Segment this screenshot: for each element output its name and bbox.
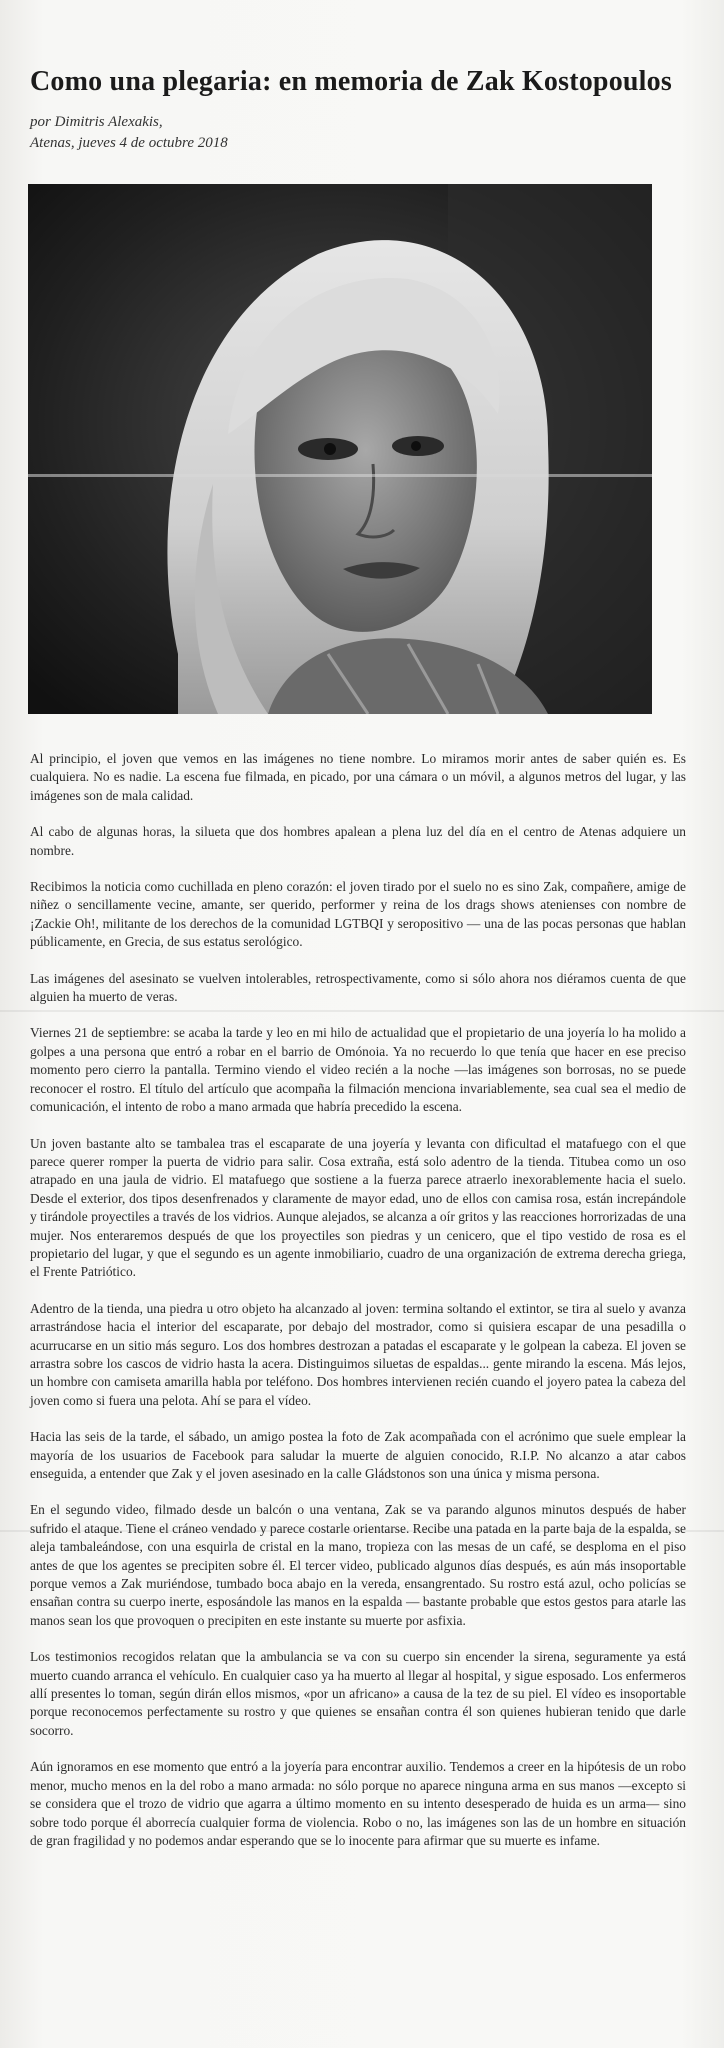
byline xyxy=(30,112,430,154)
portrait-photo xyxy=(28,184,652,714)
article-paragraph: Los testimonios recogidos relatan que la ambulancia se va con su cuerpo sin encender la sirena, seguramente ya está muerto cuando arranca el vehículo. En cualquier caso ya ha muerto al llegar al hospital, y sigue esposado. Los enfermeros allí presentes lo toman, según dirán ellos mismos, «por un africano» a causa de la tez de su piel. El vídeo es insoportable porque reconocemos perfectamente su rostro y que quienes se ensañan contra él son quienes hubieran tenido que darle socorro. xyxy=(30,1649,686,1738)
article-title: Como una plegaria: en memoria de Zak Kostopoulos xyxy=(30,66,672,97)
article-paragraph: Las imágenes del asesinato se vuelven intolerables, retrospectivamente, como si sólo ahora nos diéramos cuenta de que alguien ha muerto de veras. xyxy=(30,970,686,1005)
byline-place-date: Atenas, jueves 4 de octubre 2018 xyxy=(30,135,228,151)
article-paragraph: Al principio, el joven que vemos en las imágenes no tiene nombre. Lo miramos morir antes de saber quién es. Es cualquiera. No es nadie. La escena fue filmada, en picado, por una cámara o un móvil, a algunos metros del lugar, y las imágenes son de mala calidad. xyxy=(30,751,686,803)
article-paragraph: Un joven bastante alto se tambalea tras el escaparate de una joyería y levanta con dificultad el matafuego con el que parece querer romper la puerta de vidrio para salir. Cosa extraña, está solo adentro de la tienda. Titubea como un oso atrapado en una jaula de vidrio. El matafuego que sostiene a la fuerza parece atraerlo inexorablemente hacia el suelo. Desde el exterior, dos tipos desenfrenados y claramente de mayor edad, uno de ellos con camisa rosa, están increpándole y tirándole proyectiles a través de los vidrios. Aunque alejados, se alcanza a oír gritos y las reacciones horrorizadas de una mujer. Nos enteraremos después de que los proyectiles son piedras y un cenicero, que el tipo vestido de rosa es el propietario del lugar, y que el segundo es un agente inmobiliario, cuadro de una organización de extrema derecha griega, el Frente Patriótico. xyxy=(30,1135,686,1280)
article-paragraph: Al cabo de algunas horas, la silueta que dos hombres apalean a plena luz del día en el centro de Atenas adquiere un nombre. xyxy=(30,824,686,858)
article-paragraph: Viernes 21 de septiembre: se acaba la tarde y leo en mi hilo de actualidad que el propietario de una joyería lo ha molido a golpes a una persona que entró a robar en el barrio de Omónoia. Ya no recuerdo lo que tenía que hacer en ese preciso momento pero cierro la pantalla. Termino viendo el video recién a la noche —las imágenes son borrosas, no se puede reconocer el rostro. El título del artículo que acompaña la filmación menciona invariablemente, sea cual sea el medio de comunicación, el intento de robo a mano armada que habría precedido la escena. xyxy=(30,1025,686,1115)
article-body xyxy=(30,750,686,1868)
article-paragraph: Recibimos la noticia como cuchillada en pleno corazón: el joven tirado por el suelo no es sino Zak, compañere, amige de niñez o sencillamente vecine, amante, ser querido, performer y reina de los drags shows atenienses con nombre de ¡Zackie Oh!, militante de los derechos de la comunidad LGTBQI y seropositivo — una de las pocas personas que hablan públicamente, en Grecia, de sus estatus serológico. xyxy=(30,879,686,950)
article-paragraph: En el segundo video, filmado desde un balcón o una ventana, Zak se va parando algunos minutos después de haber sufrido el ataque. Tiene el cráneo vendado y parece costarle orientarse. Recibe una patada en la parte baja de la espalda, se aleja tambaleándose, con una esquirla de cristal en la mano, tropieza con las mesas de un café, se desploma en el piso antes de que los agentes se precipiten sobre él. El tercer video, publicado algunos días después, es aún más insoportable porque vemos a Zak muriéndose, tumbado boca abajo en la vereda, ensangrentado. Su rostro está azul, ocho policías se ensañan contra su cuerpo inerte, esposándole las manos en la espalda — bastante probable que estos gestos para atarle las manos sean los que provoquen o precipiten en este instante su muerte por asfixia. xyxy=(30,1502,686,1628)
portrait-photo-illustration xyxy=(28,184,652,714)
byline-author: por Dimitris Alexakis, xyxy=(30,114,163,130)
article-paragraph: Hacia las seis de la tarde, el sábado, un amigo postea la foto de Zak acompañada con el acrónimo que suele emplear la mayoría de los usuarios de Facebook para saludar la muerte de alguien conocido, R.I.P. No alcanzo a atar cabos enseguida, a entender que Zak y el joven asesinado en la calle Gládstonos son una única y misma persona. xyxy=(30,1429,686,1481)
article-paragraph: Aún ignoramos en ese momento que entró a la joyería para encontrar auxilio. Tendemos a creer en la hipótesis de un robo menor, mucho menos en la del robo a mano armada: no sólo porque no aparece ninguna arma en sus manos —excepto si se considera que el trozo de vidrio que agarra a último momento en su intento desesperado de huida es un arma— sino sobre todo porque él aborrecía cualquier forma de violencia. Robo o no, las imágenes son las de un hombre en situación de gran fragilidad y no podemos andar esperando que se lo inocente para afirmar que su muerte es infame. xyxy=(30,1759,686,1848)
article-paragraph: Adentro de la tienda, una piedra u otro objeto ha alcanzado al joven: termina soltando el extintor, se tira al suelo y avanza arrastrándose hacia el interior del escaparate, por debajo del mostrador, como si quisiera escapar de una pesadilla o acurrucarse en un sitio más seguro. Los dos hombres destrozan a patadas el escaparate y le golpean la cabeza. El joven se arrastra sobre los cascos de vidrio hasta la acera. Distinguimos siluetas de espaldas... gente mirando la escena. Más lejos, un hombre con camiseta amarilla habla por teléfono. Dos hombres intervienen recién cuando el joyero patea la cabeza del joven como si fuera una pelota. Ahí se para el vídeo. xyxy=(30,1300,686,1408)
